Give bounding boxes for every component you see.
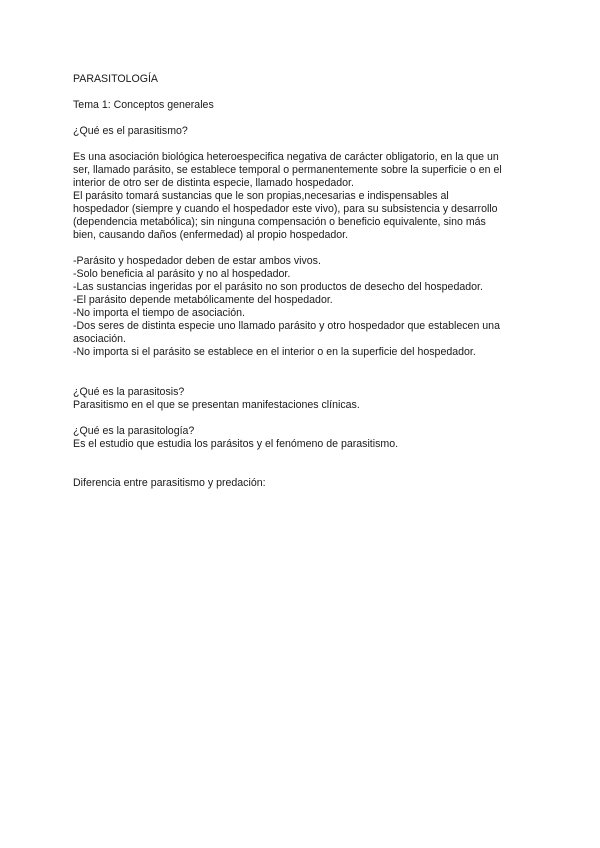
list-item: -No importa el tiempo de asociación. xyxy=(73,307,245,319)
paragraph-line: (dependencia metabólica); sin ninguna compensación o beneficio equivalente, sino más xyxy=(73,216,486,228)
list-item: -El parásito depende metabólicamente del hospedador. xyxy=(73,294,333,306)
topic-heading: Tema 1: Conceptos generales xyxy=(73,99,214,111)
spacer xyxy=(73,451,533,477)
question-parasitologia: ¿Qué es la parasitología? xyxy=(73,425,195,437)
spacer xyxy=(73,112,533,125)
question-parasitismo: ¿Qué es el parasitismo? xyxy=(73,125,188,137)
paragraph-line: Es una asociación biológica heteroespecifica negativa de carácter obligatorio, en la que un xyxy=(73,151,499,163)
definition-paragraph xyxy=(73,151,533,242)
question-diferencia: Diferencia entre parasitismo y predación: xyxy=(73,477,266,489)
list-item: -Parásito y hospedador deben de estar ambos vivos. xyxy=(73,255,321,267)
answer-parasitosis: Parasitismo en el que se presentan manifestaciones clínicas. xyxy=(73,399,360,411)
answer-parasitologia: Es el estudio que estudia los parásitos y el fenómeno de parasitismo. xyxy=(73,438,399,450)
list-item: -Dos seres de distinta especie uno llamado parásito y otro hospedador que establecen una xyxy=(73,320,500,332)
document-title: PARASITOLOGÍA xyxy=(73,73,158,85)
paragraph-line: interior de otro ser de distinta especie, llamado hospedador. xyxy=(73,177,354,189)
paragraph-line: El parásito tomará sustancias que le son propias,necesarias e indispensables al xyxy=(73,190,449,202)
document-content xyxy=(73,73,533,490)
spacer xyxy=(73,359,533,386)
list-item: -Las sustancias ingeridas por el parásito no son productos de desecho del hospedador. xyxy=(73,281,483,293)
question-parasitosis: ¿Qué es la parasitosis? xyxy=(73,386,185,398)
list-item: -Solo beneficia al parásito y no al hospedador. xyxy=(73,268,291,280)
paragraph-line: hospedador (siempre y cuando el hospedador este vivo), para su subsistencia y desarrollo xyxy=(73,203,498,215)
list-item: -No importa si el parásito se establece en el interior o en la superficie del hospedador. xyxy=(73,346,476,358)
spacer xyxy=(73,242,533,255)
paragraph-line: ser, llamado parásito, se establece temporal o permanentemente sobre la superficie o en el xyxy=(73,164,502,176)
paragraph-line: bien, causando daños (enfermedad) al propio hospedador. xyxy=(73,229,349,241)
list-item: asociación. xyxy=(73,333,126,345)
characteristics-list xyxy=(73,255,533,359)
spacer xyxy=(73,412,533,425)
spacer xyxy=(73,138,533,151)
